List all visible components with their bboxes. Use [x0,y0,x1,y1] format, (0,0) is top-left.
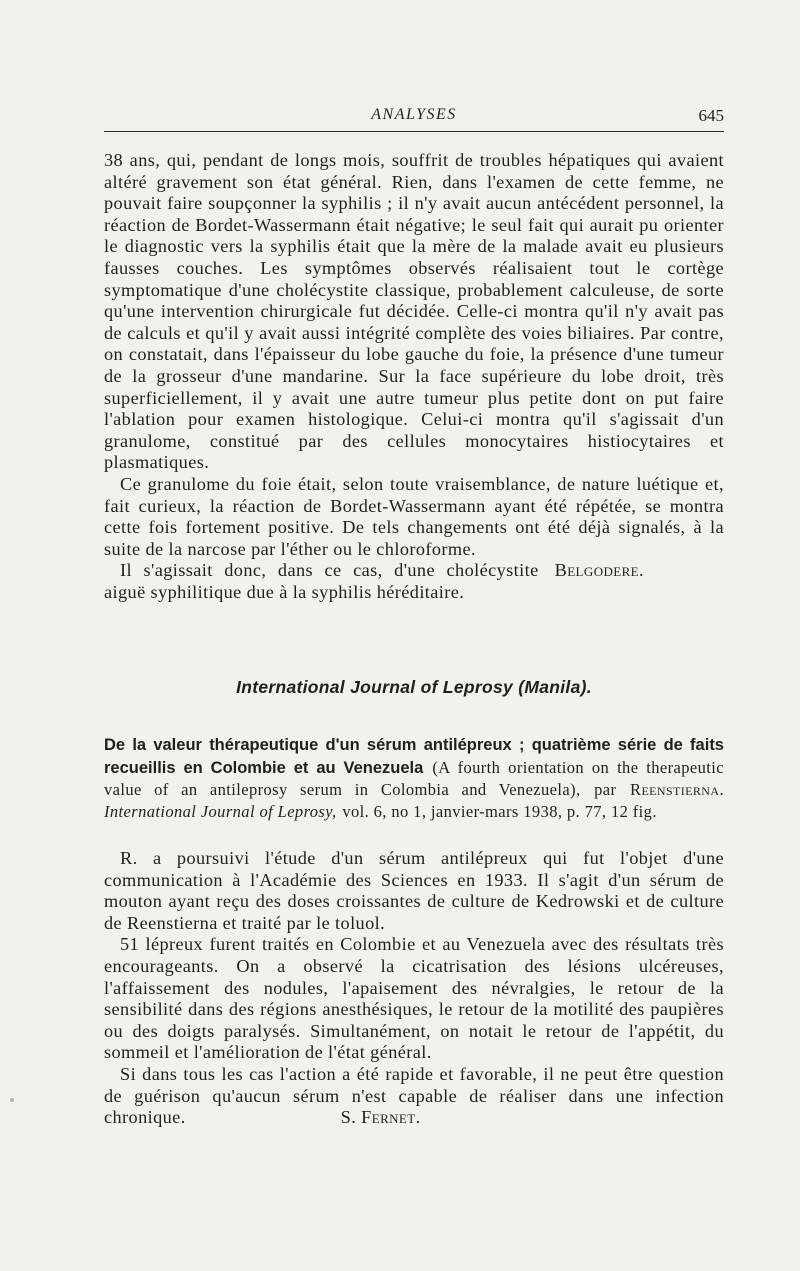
page-number: 645 [698,106,724,125]
article-title-english: (A fourth orientation on the therapeutic value of an antileprosy serum in Colombia and Venezuela), [104,757,724,800]
journal-reference: International Journal of Leprosy, [104,801,337,821]
review-belgodere [104,150,724,603]
journal-name: International Journal of Leprosy [236,677,514,697]
article-title: De la valeur thérapeutique d'un sérum antilépreux ; quatrième série de faits recueillis en Colombie et au Venezuela [104,736,724,777]
header-rule [104,131,724,132]
par-word: par [594,780,617,800]
paragraph-text: Si dans tous les cas l'action a été rapide et favorable, il ne peut être question de guérison qu'aucun sérum n'est capable de réaliser dans une infection chronique. [104,1063,724,1128]
running-title: ANALYSES [371,106,457,123]
citation-details: vol. 6, no 1, janvier-mars 1938, p. 77, 12 fig. [342,801,657,821]
article-author: Reenstierna. [630,780,724,800]
paragraph: 38 ans, qui, pendant de longs mois, souffrit de troubles hépatiques qui avaient altéré gravement son état général. Rien, dans l'examen de cette femme, ne pouvait faire soupçonner la syphilis ; il n'y avait aucun antécédent personnel, la réaction de Bordet-Wassermann était négative; le seul fait qui aurait pu orienter le diagnostic vers la syphilis était que la mère de la malade avait eu plusieurs fausses couches. Les symptômes observés réalisaient tout le cortège symptomatique d'une cholécystite classique, probablement calculeuse, de sorte qu'une intervention chirurgicale fut décidée. Celle-ci montra qu'il n'y avait pas de calculs et qu'il y avait aussi intégrité complète des voies biliaires. Par contre, on constatait, dans l'épaisseur du lobe gauche du foie, la présence d'une tumeur de la grosseur d'une mandarine. Sur la face supérieure du lobe droit, très superficiellement, il y avait une autre tumeur plus petite dont on put faire l'ablation pour examen histologique. Celui-ci montra qu'il s'agissait d'un granulome, constitué par des cellules monocytaires histiocytaires et plasmatiques. [104,150,724,473]
journal-heading-period: . [586,677,592,697]
paragraph: 51 lépreux furent traités en Colombie et au Venezuela avec des résultats très encourageants. On a observé la cicatrisation des lésions ulcéreuses, l'affaissement des nodules, l'apaisement des névralgies, le retour de la sensibilité dans des régions anesthésiques, le retour de la motilité des paupières ou des doigts paralysés. Simultanément, on notait le retour de l'appétit, du sommeil et l'amélioration de l'état général. [104,934,724,1063]
paragraph-with-signature [104,560,724,603]
journal-heading [104,677,724,698]
journal-location: (Manila) [518,677,587,697]
paragraph: R. a poursuivi l'étude d'un sérum antilépreux qui fut l'objet d'une communication à l'Académie des Sciences en 1933. Il s'agit d'un sérum de mouton ayant reçu des doses croissantes de culture de Kedrowski et de culture de Reenstierna et traité par le toluol. [104,848,724,933]
review-fernet [104,848,724,1129]
reviewer-signature: Belgodere. [554,560,644,581]
reviewer-signature: S. Fernet. [340,1107,421,1128]
article-reference [104,734,724,822]
paper-speck [10,1098,14,1102]
paragraph: Ce granulome du foie était, selon toute vraisemblance, de nature luétique et, fait curieux, la réaction de Bordet-Wassermann ayant été répétée, se montra cette fois fortement positive. De tels changements ont été déjà signalés, à la suite de la narcose par l'éther ou le chloroforme. [104,473,724,559]
paragraph-text: Il s'agissait donc, dans ce cas, d'une cholécystite aiguë syphilitique due à la syphilis héréditaire. [104,560,539,602]
paragraph-with-signature [104,1064,724,1129]
running-head [104,104,724,128]
